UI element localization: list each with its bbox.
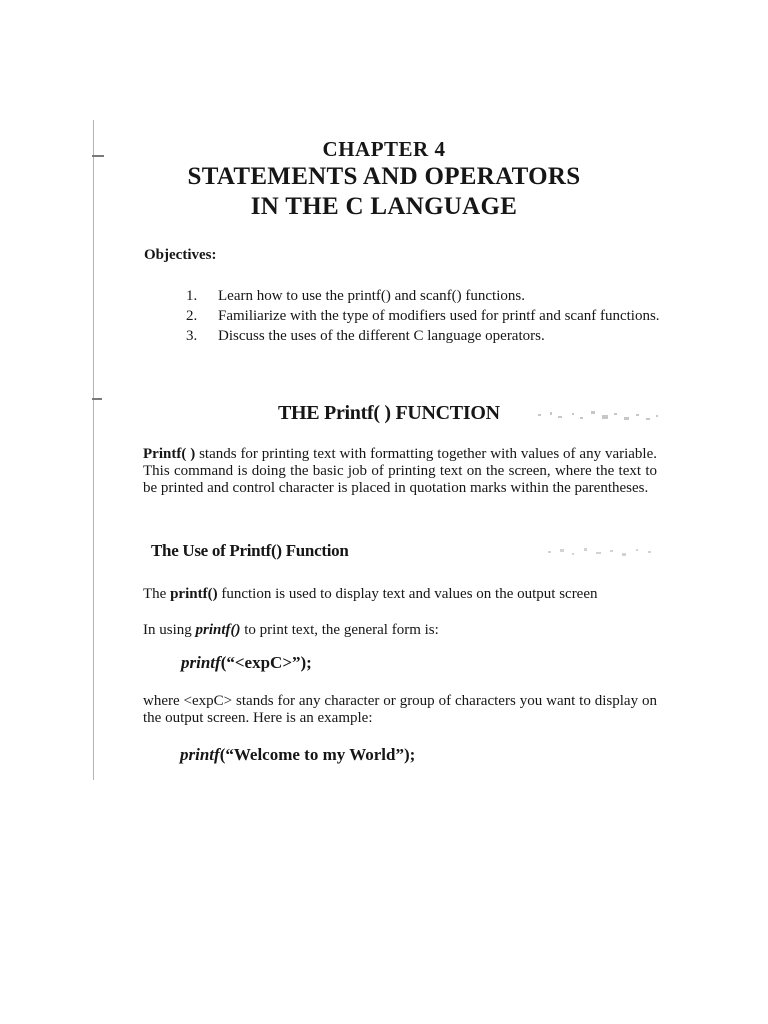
chapter-title-line-1: STATEMENTS AND OPERATORS — [187, 163, 581, 190]
objective-number: 1. — [186, 288, 198, 304]
scan-noise — [540, 545, 660, 559]
text-span: to print text, the general form is: — [240, 622, 439, 638]
printf-description-text: stands for printing text with formatting together with values of any variable. This command is doing the basic job of printing text on the screen, where the text to be printed and control character is placed in quotation marks within the parentheses. — [143, 446, 657, 496]
objective-item — [186, 328, 666, 344]
subsection-heading: The Use of Printf() Function — [151, 541, 349, 560]
example-code — [180, 745, 415, 765]
objective-text: Discuss the uses of the different C language operators. — [218, 328, 545, 344]
general-form-code — [181, 653, 312, 673]
objective-item — [186, 308, 666, 324]
objective-number: 3. — [186, 328, 198, 344]
margin-tick-mark — [92, 398, 102, 400]
code-function-name: printf — [180, 745, 220, 764]
objective-text: Familiarize with the type of modifiers used for printf and scanf functions. — [218, 308, 660, 324]
printf-description-paragraph — [143, 446, 657, 497]
objective-text: Learn how to use the printf() and scanf() functions. — [218, 288, 525, 304]
objective-item — [186, 288, 666, 304]
chapter-title-line-2: IN THE C LANGUAGE — [250, 193, 518, 220]
expc-explanation-paragraph: where <expC> stands for any character or group of characters you want to display on the output screen. Here is an example: — [143, 693, 657, 726]
code-arguments: (“<expC>”); — [220, 653, 312, 672]
chapter-label: CHAPTER 4 — [322, 137, 446, 161]
text-span: The — [143, 586, 171, 602]
section-heading: THE Printf( ) FUNCTION — [278, 402, 500, 424]
objectives-list — [186, 288, 666, 348]
printf-usage-paragraph — [143, 585, 663, 603]
scan-noise — [528, 409, 668, 423]
general-form-paragraph — [143, 621, 663, 639]
code-function-name: printf — [181, 653, 221, 672]
objectives-heading: Objectives: — [144, 247, 217, 263]
printf-term: printf() — [170, 586, 218, 602]
printf-term: printf() — [195, 622, 241, 638]
text-span: function is used to display text and values on the output screen — [217, 586, 598, 602]
objective-number: 2. — [186, 308, 198, 324]
code-arguments: (“Welcome to my World”); — [219, 745, 416, 764]
text-span: In using — [143, 622, 196, 638]
printf-term: Printf( ) — [143, 446, 196, 462]
